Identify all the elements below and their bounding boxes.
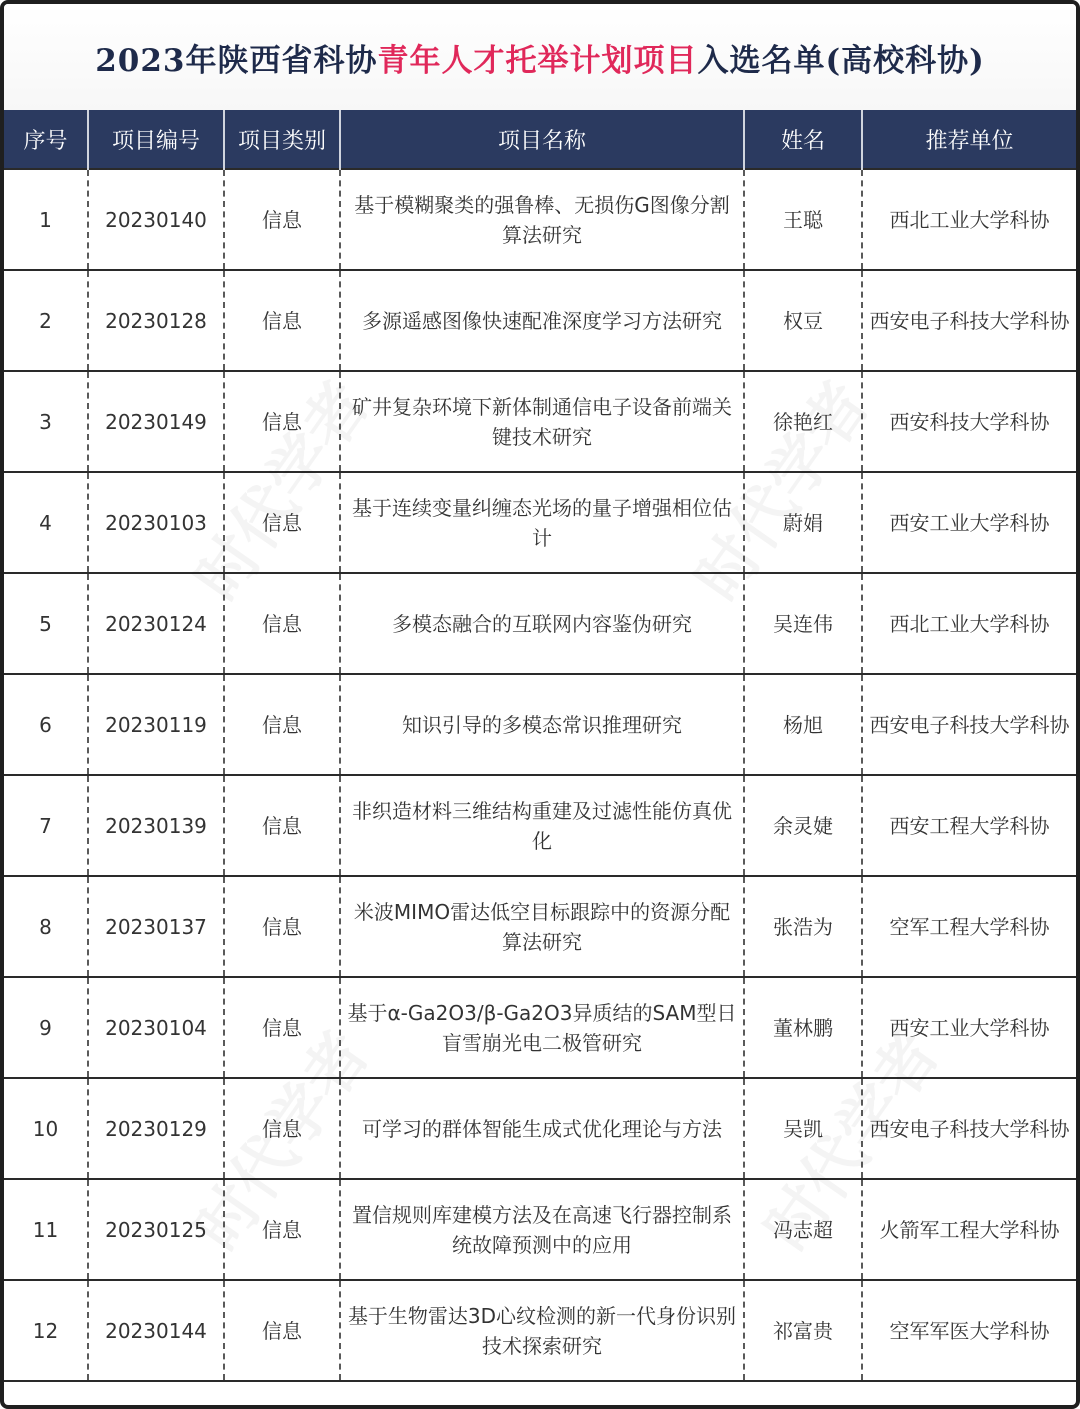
cell-no: 7 — [4, 775, 88, 876]
cell-project-name: 置信规则库建模方法及在高速飞行器控制系统故障预测中的应用 — [340, 1179, 744, 1280]
cell-category: 信息 — [224, 1280, 340, 1381]
cell-project-name: 米波MIMO雷达低空目标跟踪中的资源分配算法研究 — [340, 876, 744, 977]
cell-unit: 西安电子科技大学科协 — [862, 674, 1076, 775]
cell-person: 吴连伟 — [744, 573, 862, 674]
table-header — [4, 110, 1076, 169]
cell-code: 20230128 — [88, 270, 224, 371]
cell-unit: 西安电子科技大学科协 — [862, 270, 1076, 371]
cell-unit: 西安电子科技大学科协 — [862, 1078, 1076, 1179]
cell-project-name: 基于生物雷达3D心纹检测的新一代身份识别技术探索研究 — [340, 1280, 744, 1381]
cell-unit: 西安工业大学科协 — [862, 977, 1076, 1078]
header-code: 项目编号 — [88, 110, 224, 169]
cell-category: 信息 — [224, 674, 340, 775]
cell-project-name: 多源遥感图像快速配准深度学习方法研究 — [340, 270, 744, 371]
cell-no: 11 — [4, 1179, 88, 1280]
table-row — [4, 472, 1076, 573]
cell-no: 6 — [4, 674, 88, 775]
cell-person: 张浩为 — [744, 876, 862, 977]
header-unit: 推荐单位 — [862, 110, 1076, 169]
cell-person: 祁富贵 — [744, 1280, 862, 1381]
cell-unit: 西安科技大学科协 — [862, 371, 1076, 472]
cell-person: 余灵婕 — [744, 775, 862, 876]
table-body — [4, 169, 1076, 1381]
cell-no: 5 — [4, 573, 88, 674]
table-row — [4, 573, 1076, 674]
cell-code: 20230137 — [88, 876, 224, 977]
cell-no: 1 — [4, 169, 88, 270]
cell-code: 20230149 — [88, 371, 224, 472]
cell-no: 12 — [4, 1280, 88, 1381]
table-row — [4, 876, 1076, 977]
cell-person: 冯志超 — [744, 1179, 862, 1280]
cell-code: 20230124 — [88, 573, 224, 674]
table-row — [4, 371, 1076, 472]
cell-no: 3 — [4, 371, 88, 472]
cell-code: 20230144 — [88, 1280, 224, 1381]
page-title — [95, 35, 985, 80]
cell-category: 信息 — [224, 876, 340, 977]
cell-category: 信息 — [224, 169, 340, 270]
cell-category: 信息 — [224, 1179, 340, 1280]
title-highlight: 青年人才托举计划项目 — [377, 42, 698, 79]
cell-person: 蔚娟 — [744, 472, 862, 573]
cell-person: 杨旭 — [744, 674, 862, 775]
header-project-name: 项目名称 — [340, 110, 744, 169]
header-row — [4, 110, 1076, 169]
cell-code: 20230119 — [88, 674, 224, 775]
cell-person: 徐艳红 — [744, 371, 862, 472]
cell-no: 4 — [4, 472, 88, 573]
cell-project-name: 基于连续变量纠缠态光场的量子增强相位估计 — [340, 472, 744, 573]
cell-category: 信息 — [224, 270, 340, 371]
cell-code: 20230129 — [88, 1078, 224, 1179]
cell-unit: 西北工业大学科协 — [862, 573, 1076, 674]
cell-unit: 西安工程大学科协 — [862, 775, 1076, 876]
cell-person: 吴凯 — [744, 1078, 862, 1179]
cell-category: 信息 — [224, 573, 340, 674]
title-bar — [4, 4, 1076, 112]
cell-category: 信息 — [224, 775, 340, 876]
cell-project-name: 知识引导的多模态常识推理研究 — [340, 674, 744, 775]
cell-project-name: 可学习的群体智能生成式优化理论与方法 — [340, 1078, 744, 1179]
cell-person: 董林鹏 — [744, 977, 862, 1078]
table-row — [4, 1280, 1076, 1381]
cell-code: 20230104 — [88, 977, 224, 1078]
table-row — [4, 775, 1076, 876]
cell-code: 20230139 — [88, 775, 224, 876]
cell-no: 9 — [4, 977, 88, 1078]
table-row — [4, 674, 1076, 775]
table-row — [4, 1078, 1076, 1179]
cell-code: 20230103 — [88, 472, 224, 573]
cell-category: 信息 — [224, 371, 340, 472]
table-row — [4, 977, 1076, 1078]
cell-unit: 空军军医大学科协 — [862, 1280, 1076, 1381]
table-row — [4, 270, 1076, 371]
header-category: 项目类别 — [224, 110, 340, 169]
cell-category: 信息 — [224, 977, 340, 1078]
cell-project-name: 基于模糊聚类的强鲁棒、无损伤G图像分割算法研究 — [340, 169, 744, 270]
table-row — [4, 169, 1076, 270]
cell-code: 20230125 — [88, 1179, 224, 1280]
cell-project-name: 非织造材料三维结构重建及过滤性能仿真优化 — [340, 775, 744, 876]
cell-category: 信息 — [224, 472, 340, 573]
cell-project-name: 多模态融合的互联网内容鉴伪研究 — [340, 573, 744, 674]
table-row — [4, 1179, 1076, 1280]
cell-category: 信息 — [224, 1078, 340, 1179]
title-suffix: 入选名单(高校科协) — [697, 42, 985, 79]
cell-unit: 西北工业大学科协 — [862, 169, 1076, 270]
title-prefix: 2023年陕西省科协 — [95, 42, 378, 79]
cell-project-name: 矿井复杂环境下新体制通信电子设备前端关键技术研究 — [340, 371, 744, 472]
cell-unit: 西安工业大学科协 — [862, 472, 1076, 573]
cell-no: 2 — [4, 270, 88, 371]
cell-unit: 火箭军工程大学科协 — [862, 1179, 1076, 1280]
header-no: 序号 — [4, 110, 88, 169]
cell-person: 权豆 — [744, 270, 862, 371]
cell-no: 8 — [4, 876, 88, 977]
cell-unit: 空军工程大学科协 — [862, 876, 1076, 977]
cell-code: 20230140 — [88, 169, 224, 270]
cell-no: 10 — [4, 1078, 88, 1179]
header-person: 姓名 — [744, 110, 862, 169]
cell-project-name: 基于α-Ga2O3/β-Ga2O3异质结的SAM型日盲雪崩光电二极管研究 — [340, 977, 744, 1078]
cell-person: 王聪 — [744, 169, 862, 270]
selection-table — [4, 110, 1076, 1382]
